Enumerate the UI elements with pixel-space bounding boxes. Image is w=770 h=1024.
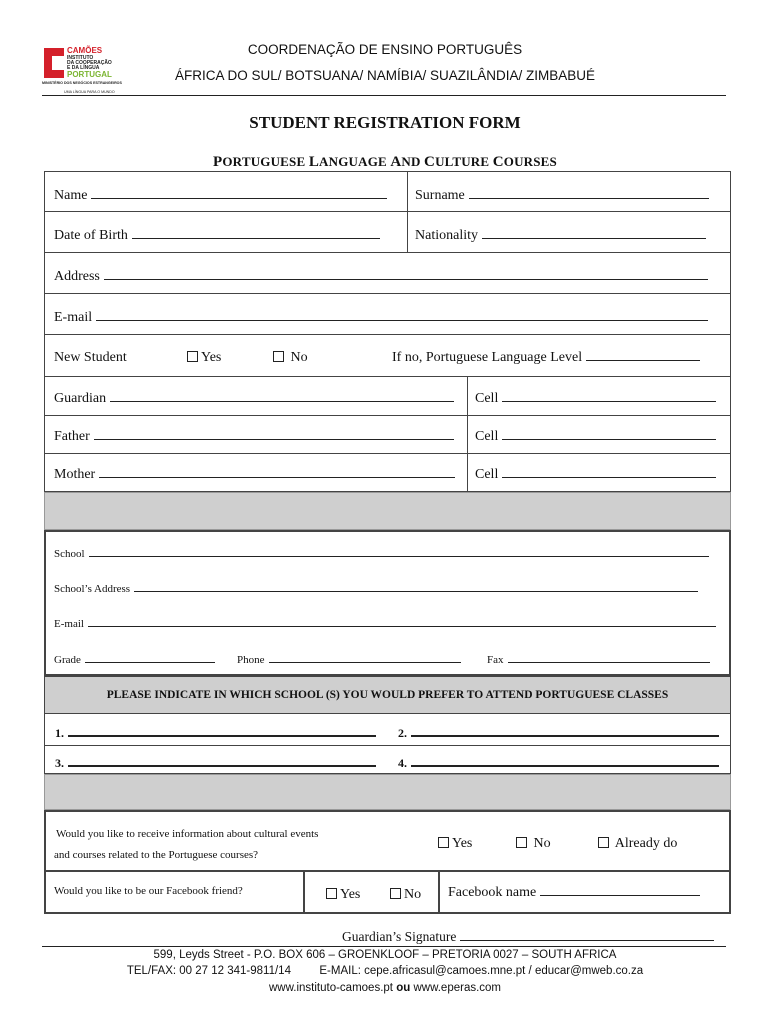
questions-box	[44, 810, 731, 914]
preference-1-field[interactable]: 1.	[55, 726, 376, 741]
checkbox-icon	[390, 888, 401, 899]
father-cell-field[interactable]: Cell	[475, 429, 716, 445]
header-line-1: COORDENAÇÃO DE ENSINO PORTUGUÊS	[247, 42, 523, 57]
guardian-cell-field[interactable]: Cell	[475, 391, 716, 407]
checkbox-icon	[326, 888, 337, 899]
cultural-info-no[interactable]: No	[516, 836, 551, 852]
facebook-name-field[interactable]: Facebook name	[448, 885, 700, 901]
school-info-box	[44, 530, 731, 676]
footer-divider	[42, 946, 726, 947]
mother-cell-field[interactable]: Cell	[475, 467, 716, 483]
fax-field[interactable]: Fax	[487, 654, 710, 666]
section-separator	[44, 774, 731, 810]
preference-3-field[interactable]: 3.	[55, 756, 376, 771]
checkbox-icon	[273, 351, 284, 362]
cultural-info-question-2: and courses related to the Portuguese courses?	[54, 849, 259, 861]
footer-telfax: TEL/FAX: 00 27 12 341-9811/14	[126, 965, 291, 977]
school-address-field[interactable]: School’s Address	[54, 583, 698, 595]
facebook-question: Would you like to be our Facebook friend?	[54, 885, 243, 897]
page-subtitle: PORTUGUESE LANGUAGE AND CULTURE COURSES	[213, 154, 557, 170]
header-line-2: ÁFRICA DO SUL/ BOTSUANA/ NAMÍBIA/ SUAZILÂNDIA/ ZIMBABUÉ	[174, 68, 596, 83]
nationality-field[interactable]: Nationality	[415, 228, 706, 244]
logo-ministry: MINISTÉRIO DOS NEGÓCIOS ESTRANGEIROS	[42, 81, 122, 85]
grade-field[interactable]: Grade	[54, 654, 215, 666]
logo-tagline: UMA LÍNGUA PARA O MUNDO	[64, 90, 115, 94]
logo-line-2: DA COOPERAÇÃO	[67, 60, 112, 66]
name-field[interactable]: Name	[54, 188, 387, 204]
father-field[interactable]: Father	[54, 429, 454, 445]
dob-field[interactable]: Date of Birth	[54, 228, 380, 244]
checkbox-icon	[516, 837, 527, 848]
section-separator	[44, 492, 731, 530]
school-field[interactable]: School	[54, 548, 709, 560]
footer-ou: ou	[396, 982, 411, 994]
footer-web-link-1[interactable]: www.instituto-camoes.pt	[268, 982, 393, 994]
footer-address: 599, Leyds Street - P.O. BOX 606 – GROENKLOOF – PRETORIA 0027 – SOUTH AFRICA	[153, 949, 617, 961]
surname-field[interactable]: Surname	[415, 188, 709, 204]
logo-line-1: INSTITUTO	[67, 55, 94, 61]
language-level-field[interactable]: If no, Portuguese Language Level	[392, 350, 700, 366]
checkbox-icon	[438, 837, 449, 848]
new-student-no[interactable]: No	[273, 350, 308, 366]
header-divider	[42, 95, 726, 96]
student-info-box	[44, 171, 731, 377]
facebook-yes[interactable]: Yes	[326, 887, 360, 903]
contacts-box	[44, 377, 731, 492]
preference-heading: PLEASE INDICATE IN WHICH SCHOOL (S) YOU WOULD PREFER TO ATTEND PORTUGUESE CLASSES	[106, 689, 669, 701]
cultural-info-yes[interactable]: Yes	[438, 836, 472, 852]
checkbox-icon	[187, 351, 198, 362]
cultural-info-question-1: Would you like to receive information about cultural events	[56, 828, 319, 840]
footer-web-link-2[interactable]: www.eperas.com	[413, 982, 502, 994]
preference-4-field[interactable]: 4.	[398, 756, 719, 771]
camoes-logo	[42, 44, 132, 96]
preference-heading-bar	[44, 676, 731, 714]
school-email-field[interactable]: E-mail	[54, 618, 716, 630]
guardian-field[interactable]: Guardian	[54, 391, 454, 407]
preference-2-field[interactable]: 2.	[398, 726, 719, 741]
guardian-signature-field[interactable]: Guardian’s Signature	[342, 929, 714, 945]
page-title: STUDENT REGISTRATION FORM	[249, 113, 521, 132]
phone-field[interactable]: Phone	[237, 654, 461, 666]
logo-line-4: PORTUGAL	[67, 70, 112, 79]
email-field[interactable]: E-mail	[54, 310, 708, 326]
address-field[interactable]: Address	[54, 269, 708, 285]
logo-line-3: E DA LÍNGUA	[67, 65, 100, 71]
mother-field[interactable]: Mother	[54, 467, 455, 483]
facebook-no[interactable]: No	[390, 887, 421, 903]
cultural-info-already[interactable]: Already do	[598, 836, 677, 852]
new-student-yes[interactable]: Yes	[187, 350, 221, 366]
school-preference-box	[44, 714, 731, 774]
footer-web	[0, 982, 770, 994]
footer-contacts	[0, 965, 770, 977]
new-student-label: New Student	[54, 350, 127, 365]
logo-name: CAMÕES	[67, 46, 103, 55]
checkbox-icon	[598, 837, 609, 848]
footer-email: E-MAIL: cepe.africasul@camoes.mne.pt / educar@mweb.co.za	[319, 965, 644, 977]
